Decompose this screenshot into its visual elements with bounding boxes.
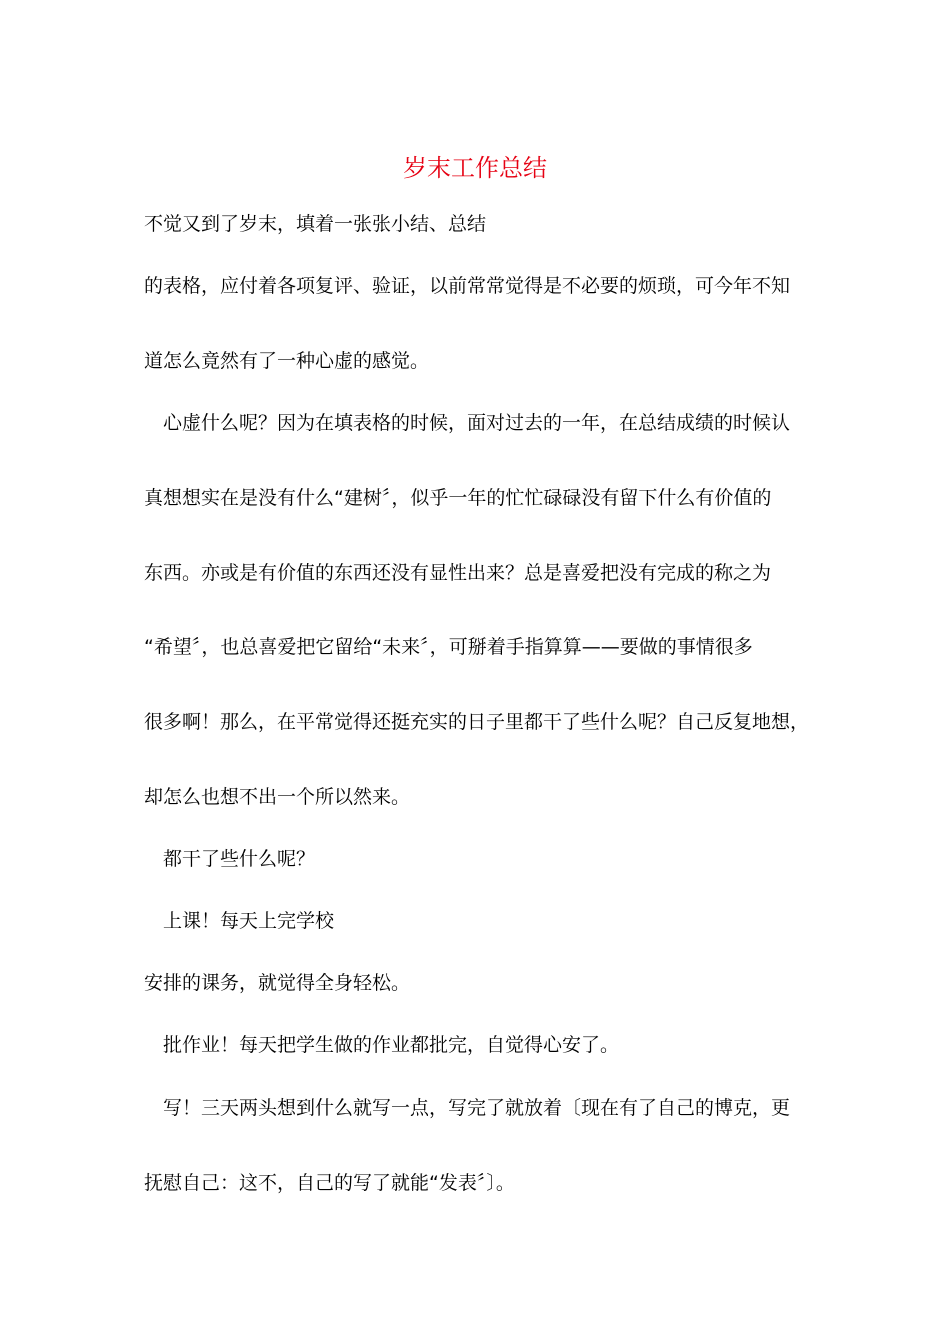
paragraph-line-14: 写！三天两头想到什么就写一点，写完了就放着〔现在有了自己的博克，更: [163, 1097, 791, 1119]
paragraph-line-10: 都干了些什么呢？: [163, 848, 316, 870]
paragraph-line-12: 安排的课务，就觉得全身轻松。: [144, 972, 411, 994]
paragraph-line-2: 的表格，应付着各项复评、验证，以前常常觉得是不必要的烦琐，可今年不知: [144, 275, 791, 297]
paragraph-line-7: “希望〞，也总喜爱把它留给“未来〞，可掰着手指算算——要做的事情很多: [144, 636, 753, 658]
paragraph-line-13: 批作业！每天把学生做的作业都批完，自觉得心安了。: [163, 1034, 620, 1056]
paragraph-line-15: 抚慰自己：这不，自己的写了就能“发表〞〕。: [144, 1172, 515, 1194]
document-title: 岁末工作总结: [403, 154, 547, 182]
paragraph-line-11: 上课！每天上完学校: [163, 910, 335, 932]
paragraph-line-1: 不觉又到了岁末，填着一张张小结、总结: [144, 213, 487, 235]
paragraph-line-6: 东西。亦或是有价值的东西还没有显性出来？总是喜爱把没有完成的称之为: [144, 562, 772, 584]
paragraph-line-9: 却怎么也想不出一个所以然来。: [144, 786, 411, 808]
paragraph-line-8: 很多啊！那么，在平常觉得还挺充实的日子里都干了些什么呢？自己反复地想，: [144, 711, 810, 733]
paragraph-line-5: 真想想实在是没有什么“建树〞，似乎一年的忙忙碌碌没有留下什么有价值的: [144, 487, 772, 509]
paragraph-line-3: 道怎么竟然有了一种心虚的感觉。: [144, 350, 430, 372]
paragraph-line-4: 心虚什么呢？因为在填表格的时候，面对过去的一年，在总结成绩的时候认: [163, 412, 791, 434]
